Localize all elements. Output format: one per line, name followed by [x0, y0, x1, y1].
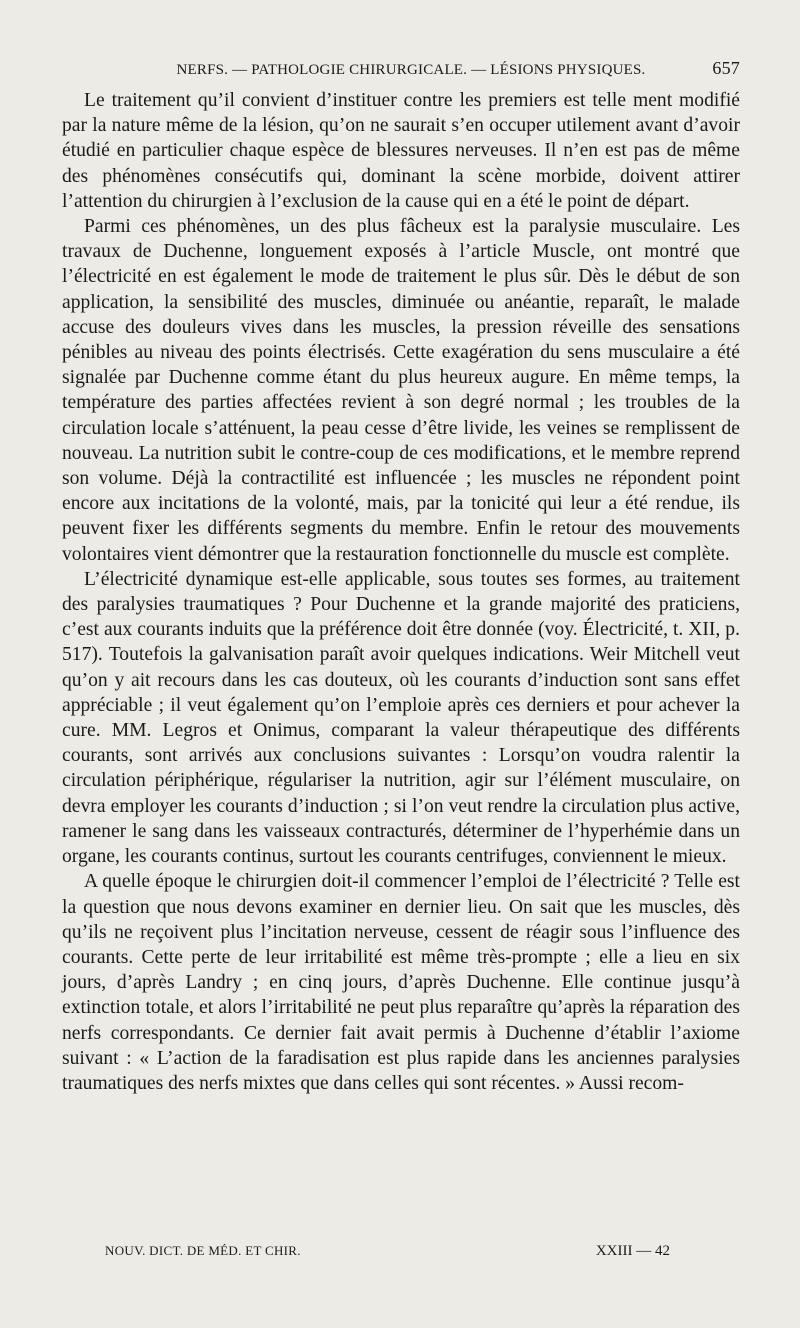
running-title: NERFS. — PATHOLOGIE CHIRURGICALE. — LÉSIONS PHYSIQUES. — [176, 62, 646, 78]
paragraph-2: Parmi ces phénomènes, un des plus fâcheux est la paralysie musculaire. Les travaux de Duchenne, longuement exposés à l’article Muscle, ont montré que l’électricité en est également le mode de traitement le plus sûr. Dès le début de son application, la sensibilité des muscles, diminuée ou anéantie, reparaît, le malade accuse des douleurs vives dans les muscles, la pression réveille des sensations pénibles au niveau des points électrisés. Cette exagération du sens musculaire a été signalée par Duchenne comme étant du plus heureux augure. En même temps, la température des parties affectées revient à son degré normal ; les troubles de la circulation locale s’atténuent, la peau cesse d’être livide, les veines se remplissent de nouveau. La nutrition subit le contre-coup de ces modifications, et le membre reprend son volume. Déjà la contractilité est influencée ; les muscles ne répondent point encore aux incitations de la volonté, mais, par la tonicité qui leur a été rendue, ils peuvent fixer les différents segments du membre. Enfin le retour des mouvements volontaires vient démontrer que la restauration fonctionnelle du muscle est complète. — [62, 216, 740, 565]
paragraph-1: Le traitement qu’il convient d’instituer contre les premiers est telle ment modifié par la nature même de la lésion, qu’on ne saurait s’en occuper utilement avant d’avoir étudié en particulier chaque espèce de blessures nerveuses. Il n’en est pas de même des phénomènes consécutifs qui, dominant la scène morbide, doivent attirer l’attention du chirurgien à l’exclusion de la cause qui en a été le point de départ. — [62, 90, 740, 212]
footer-book-title: NOUV. DICT. DE MÉD. ET CHIR. — [105, 1243, 301, 1258]
paragraph-3: L’électricité dynamique est-elle applicable, sous toutes ses formes, au traitement des paralysies traumatiques ? Pour Duchenne et la grande majorité des praticiens, c’est aux courants induits que la préférence doit être donnée (voy. Électricité, t. XII, p. 517). Toutefois la galvanisation paraît avoir quelques indications. Weir Mitchell veut qu’on y ait recours dans les cas douteux, où les courants d’induction sont sans effet appréciable ; il veut également qu’on l’emploie après ces derniers et pour achever la cure. MM. Legros et Onimus, comparant la valeur thérapeutique des différents courants, sont arrivés aux conclusions suivantes : Lorsqu’on voudra ralentir la circulation périphérique, régulariser la nutrition, agir sur l’élément musculaire, on devra employer les courants d’induction ; si l’on veut rendre la circulation plus active, ramener le sang dans les vaisseaux contracturés, déterminer de l’hyperhémie dans un organe, les courants continus, surtout les courants centrifuges, conviennent le mieux. — [62, 568, 740, 868]
running-head — [62, 58, 740, 88]
paragraph-4: A quelle époque le chirurgien doit-il commencer l’emploi de l’électricité ? Telle est la question que nous devons examiner en dernier lieu. On sait que les muscles, dès qu’ils ne reçoivent plus l’incitation nerveuse, cessent de réagir sous l’influence des courants. Cette perte de leur irritabilité est même très-prompte ; elle a lieu en six jours, d’après Landry ; en cinq jours, d’après Duchenne. Elle continue jusqu’à extinction totale, et alors l’irritabilité ne peut plus reparaître qu’après la réparation des nerfs correspondants. Ce dernier fait avait permis à Duchenne d’établir l’axiome suivant : « L’action de la faradisation est plus rapide dans les anciennes paralysies traumatiques des nerfs mixtes que dans celles qui sont récentes. » Aussi recom- — [62, 871, 740, 1094]
page-number: 657 — [712, 58, 740, 78]
page-footer — [105, 1243, 670, 1260]
footer-signature: XXIII — 42 — [595, 1243, 670, 1259]
body-text — [62, 88, 740, 1096]
